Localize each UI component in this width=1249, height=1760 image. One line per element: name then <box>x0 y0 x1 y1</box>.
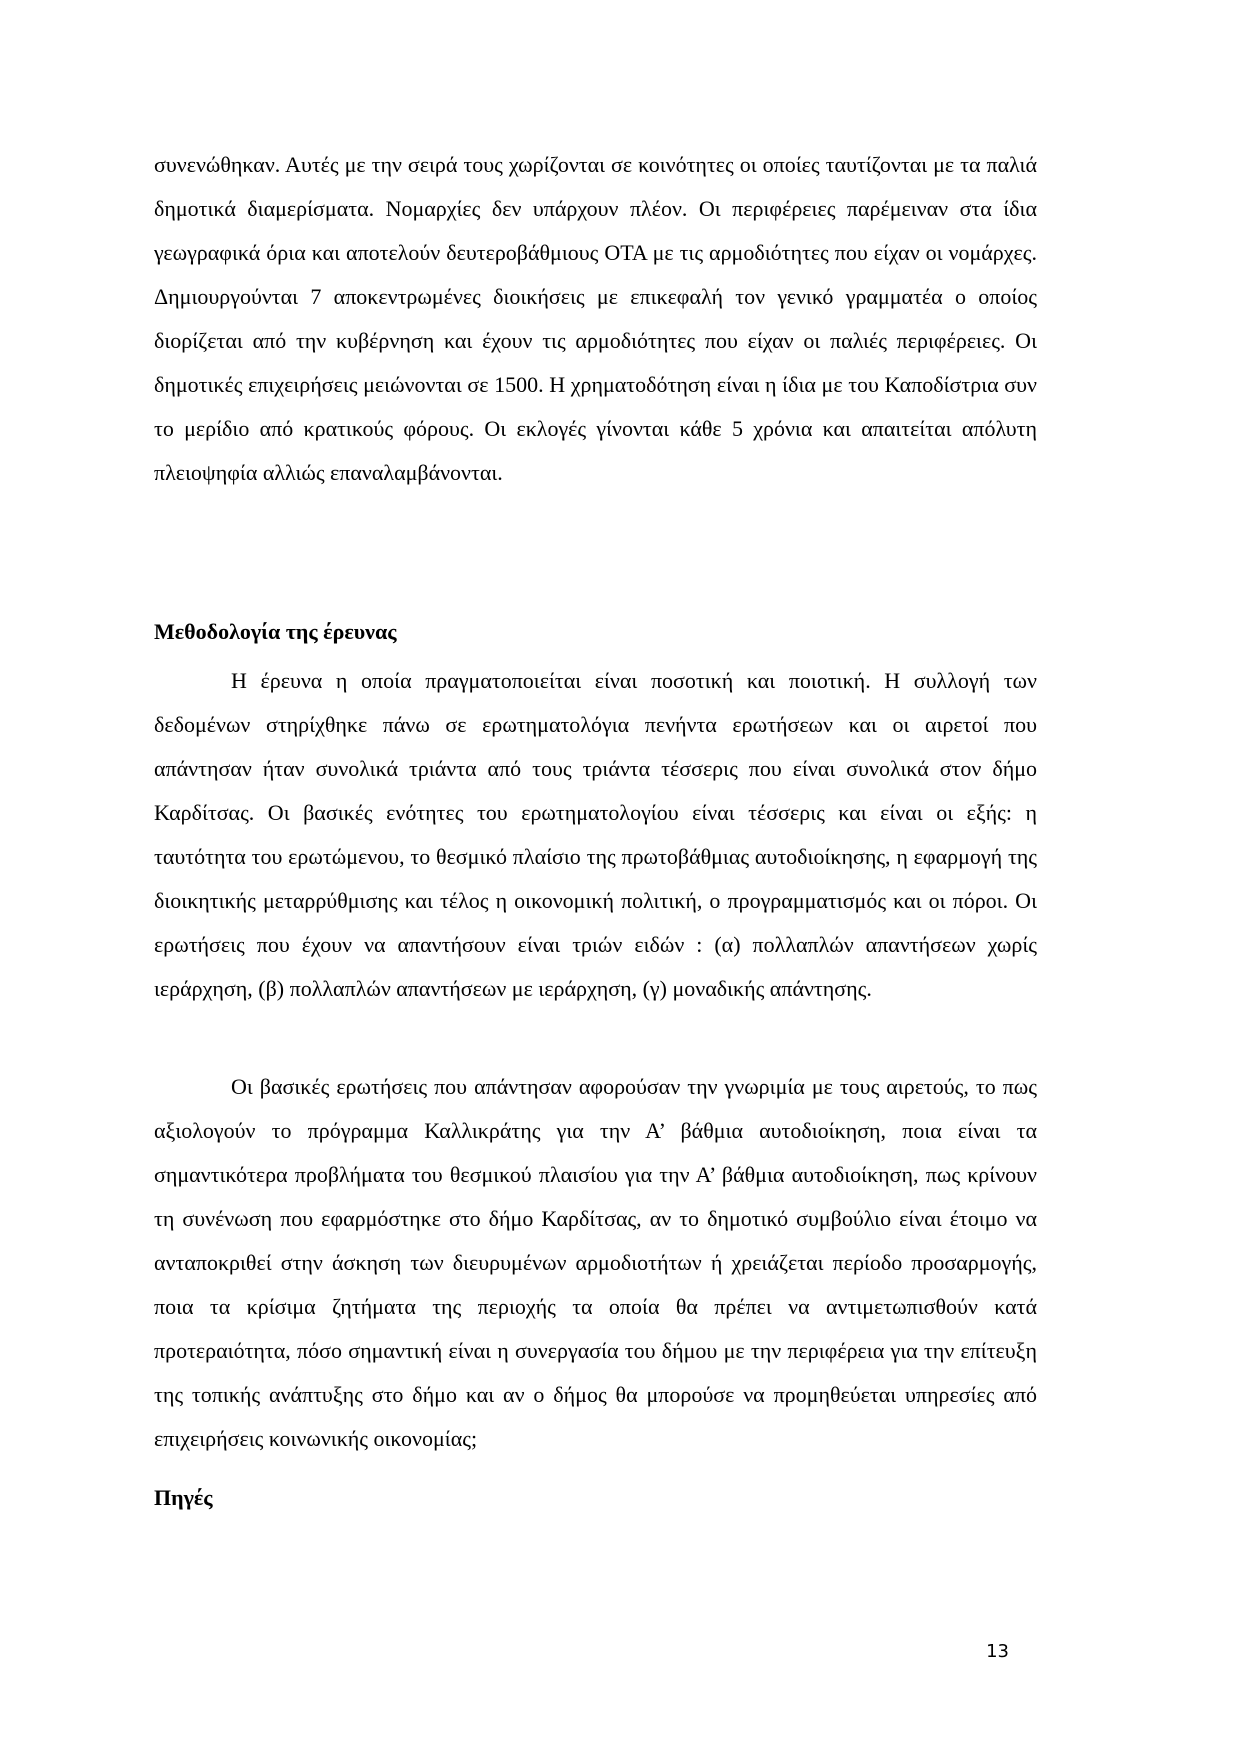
heading-methodology: Μεθοδολογία της έρευνας <box>154 619 397 644</box>
page-number: 13 <box>986 1641 1009 1662</box>
paragraph-main-questions: Οι βασικές ερωτήσεις που απάντησαν αφορούσαν την γνωριμία με τους αιρετούς, το πως αξιολογούν το πρόγραμμα Καλλικράτης για την Α’ βάθμια αυτοδιοίκηση, ποια είναι τα σημαντικότερα προβλήματα του θεσμικού πλαισίου για την Α’ βάθμια αυτοδιοίκηση, πως κρίνουν τη συνένωση που εφαρμόστηκε στο δήμο Καρδίτσας, αν το δημοτικό συμβούλιο είναι έτοιμο να ανταποκριθεί στην άσκηση των διευρυμένων αρμοδιοτήτων ή χρειάζεται περίοδο προσαρμογής, ποια τα κρίσιμα ζητήματα της περιοχής τα οποία θα πρέπει να αντιμετωπισθούν κατά προτεραιότητα, πόσο σημαντική είναι η συνεργασία του δήμου με την περιφέρεια για την επίτευξη της τοπικής ανάπτυξης στο δήμο και αν ο δήμος θα μπορούσε να προμηθεύεται υπηρεσίες από επιχειρήσεις κοινωνικής οικονομίας; <box>154 1074 1037 1451</box>
paragraph-methodology: Η έρευνα η οποία πραγματοποιείται είναι ποσοτική και ποιοτική. Η συλλογή των δεδομένων στηρίχθηκε πάνω σε ερωτηματολόγια πενήντα ερωτήσεων και οι αιρετοί που απάντησαν ήταν συνολικά τριάντα από τους τριάντα τέσσερις που είναι συνολικά στον δήμο Καρδίτσας. Οι βασικές ενότητες του ερωτηματολογίου είναι τέσσερις και είναι οι εξής: η ταυτότητα του ερωτώμενου, το θεσμικό πλαίσιο της πρωτοβάθμιας αυτοδιοίκησης, η εφαρμογή της διοικητικής μεταρρύθμισης και τέλος η οικονομική πολιτική, ο προγραμματισμός και οι πόροι. Οι ερωτήσεις που έχουν να απαντήσουν είναι τριών ειδών : (α) πολλαπλών απαντήσεων χωρίς ιεράρχηση, (β) πολλαπλών απαντήσεων με ιεράρχηση, (γ) μοναδικής απάντησης. <box>154 668 1037 1001</box>
heading-sources: Πηγές <box>154 1485 213 1510</box>
paragraph-reform-summary: συνενώθηκαν. Αυτές με την σειρά τους χωρίζονται σε κοινότητες οι οποίες ταυτίζονται με τα παλιά δημοτικά διαμερίσματα. Νομαρχίες δεν υπάρχουν πλέον. Οι περιφέρειες παρέμειναν στα ίδια γεωγραφικά όρια και αποτελούν δευτεροβάθμιους ΟΤΑ με τις αρμοδιότητες που είχαν οι νομάρχες. Δημιουργούνται 7 αποκεντρωμένες διοικήσεις με επικεφαλή τον γενικό γραμματέα ο οποίος διορίζεται από την κυβέρνηση και έχουν τις αρμοδιότητες που είχαν οι παλιές περιφέρειες. Οι δημοτικές επιχειρήσεις μειώνονται σε 1500. Η χρηματοδότηση είναι η ίδια με του Καποδίστρια συν το μερίδιο από κρατικούς φόρους. Οι εκλογές γίνονται κάθε 5 χρόνια και απαιτείται απόλυτη πλειοψηφία αλλιώς επαναλαμβάνονται. <box>154 152 1037 485</box>
